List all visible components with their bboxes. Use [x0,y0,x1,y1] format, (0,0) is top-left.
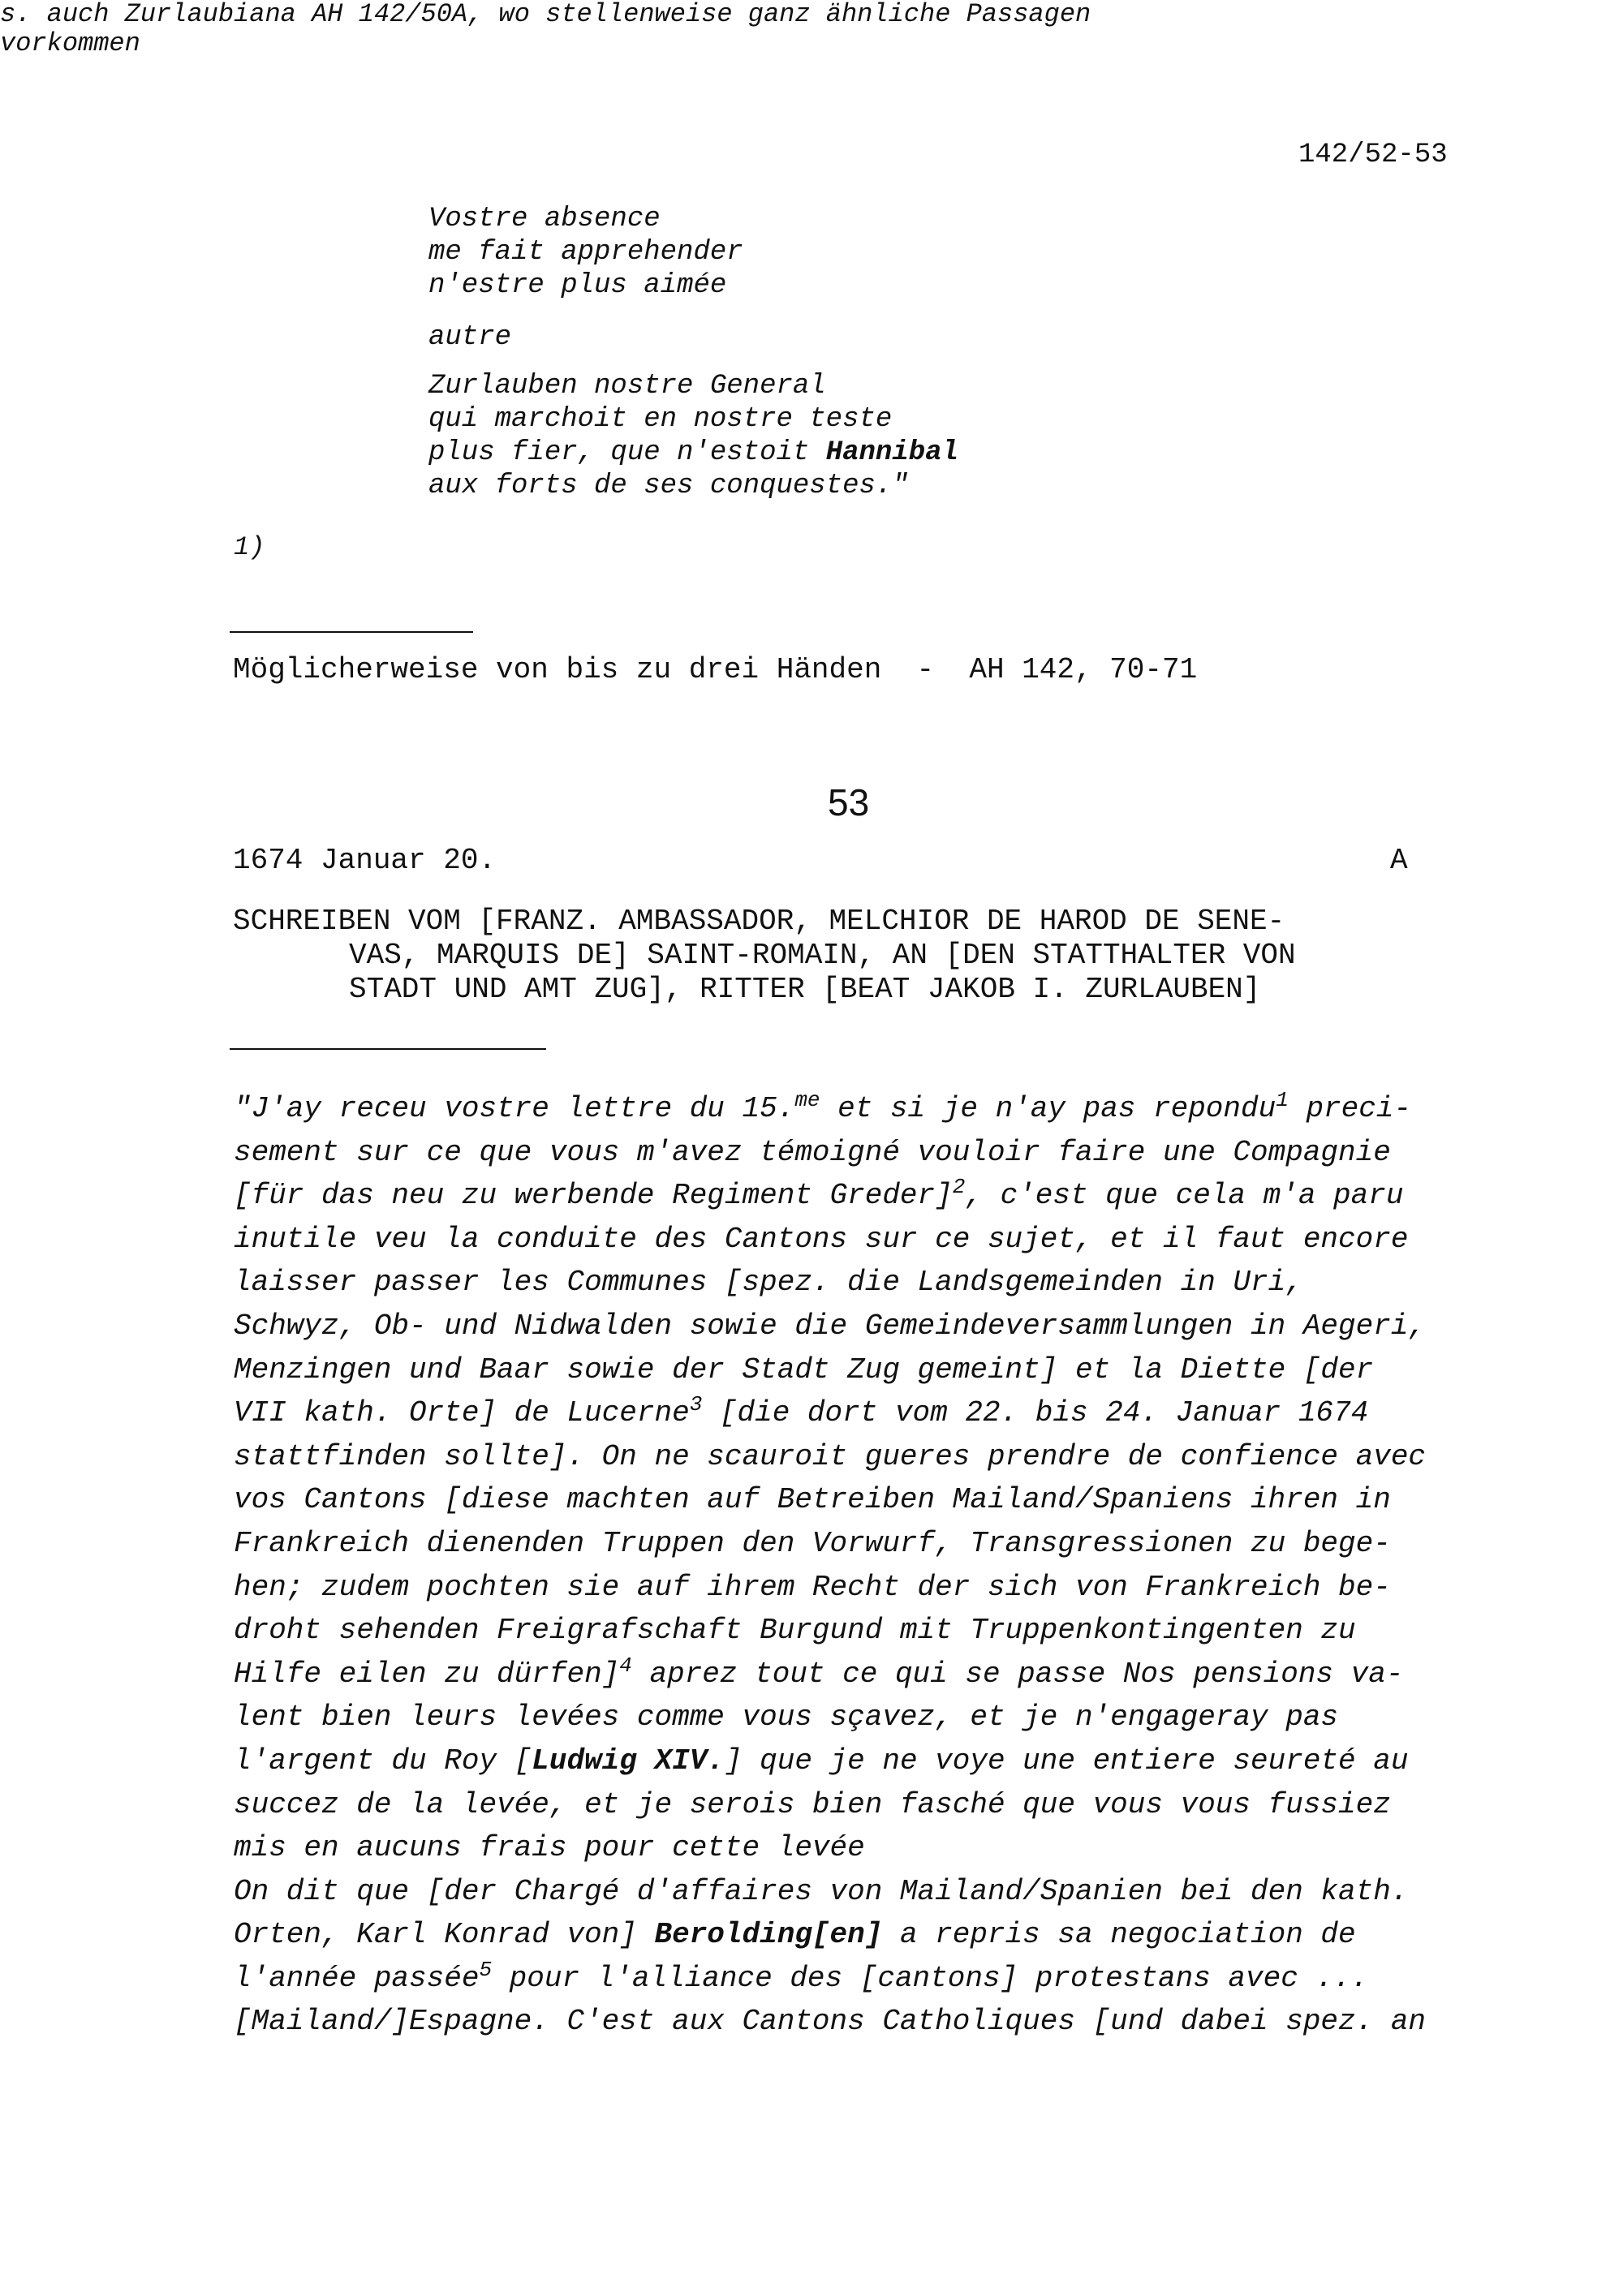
poem-line: Vostre absence [428,204,661,234]
letter-line: mis en aucuns frais pour cette levée [234,1831,865,1865]
poem-line: n'estre plus aimée [428,270,727,301]
footnote-ref: 4 [619,1653,632,1678]
letter-line: hen; zudem pochten sie auf ihrem Recht der sich von Frankreich be- [234,1570,1391,1604]
letter-text: a repris sa negociation de [882,1918,1356,1952]
letter-line [234,1739,1483,1783]
poem-line: Zurlauben nostre General [428,371,826,402]
letter-line: Menzingen und Baar sowie der Stadt Zug gemeint] et la Diette [der [234,1352,1374,1387]
document-heading-line: SCHREIBEN VOM [FRANZ. AMBASSADOR, MELCHIOR DE HAROD DE SENE- [233,905,1285,938]
footnote-line: vorkommen [0,28,140,58]
poem-stanza [428,203,743,303]
poem-stanza [428,370,958,503]
poem-name-bold: Hannibal [825,437,958,468]
page-number: 142/52-53 [1298,140,1448,170]
document-heading-line: VAS, MARQUIS DE] SAINT-ROMAIN, AN [DEN STATTHALTER VON [349,939,1296,972]
letter-body [234,1087,1483,2044]
letter-text: l'argent du Roy [ [234,1743,532,1778]
letter-text: Hilfe eilen zu dürfen] [234,1657,620,1691]
letter-line: Frankreich dienenden Truppen den Vorwurf, Transgressionen zu bege- [234,1526,1391,1560]
letter-name-bold: Berolding[en] [654,1918,883,1952]
letter-line: droht sehenden Freigrafschaft Burgund mit Truppenkontingenten zu [234,1614,1356,1648]
letter-text: VII kath. Orte] de Lucerne [234,1396,690,1430]
poem-line: aux forts de ses conquestes." [428,471,909,501]
letter-line [234,1957,1483,2001]
letter-line: lent bien leurs levées comme vous sçavez, et je n'engageray pas [234,1701,1339,1735]
letter-line [234,1174,1483,1218]
letter-text: preci- [1288,1092,1412,1125]
poem-text: plus fier, que n'estoit [428,437,826,468]
poem-label: autre [428,322,512,353]
letter-text: Orten, Karl Konrad von] [234,1918,655,1952]
letter-text: et si je n'ay pas repondu [820,1092,1276,1125]
superscript: me [794,1088,820,1112]
separator-rule [230,1048,546,1050]
footnote-text [0,0,1623,58]
letter-text: [die dort vom 22. bis 24. Januar 1674 [702,1396,1369,1430]
footnote-ref: 5 [479,1957,493,1982]
letter-text: l'année passée [234,1961,480,1995]
letter-text: , c'est que cela m'a paru [965,1179,1404,1213]
letter-line: vos Cantons [diese machten auf Betreiben Mailand/Spaniens ihren in [234,1483,1391,1517]
document-heading-line: STADT UND AMT ZUG], RITTER [BEAT JAKOB I. ZURLAUBEN] [349,973,1261,1006]
letter-line [234,1087,1483,1131]
letter-line: Schwyz, Ob- und Nidwalden sowie die Gemeindeversammlungen in Aegeri, [234,1309,1427,1343]
letter-line: inutile veu la conduite des Cantons sur ce sujet, et il faut encore [234,1222,1409,1256]
letter-text: [für das neu zu werbende Regiment Greder] [234,1179,953,1213]
document-number: 53 [828,781,870,823]
letter-line [234,1391,1483,1435]
letter-text: pour l'alliance des [cantons] protestans avec ... [492,1961,1369,1995]
document-type: A [1390,844,1408,877]
letter-text: ] que je ne voye une entiere seureté au [724,1743,1409,1778]
footnote-line: s. auch Zurlaubiana AH 142/50A, wo stellenweise ganz ähnliche Passagen [0,0,1091,29]
poem-line [428,436,958,470]
letter-text: "J'ay receu vostre lettre du 15. [234,1092,795,1125]
letter-line [234,1653,1483,1696]
letter-line: On dit que [der Chargé d'affaires von Mailand/Spanien bei den kath. [234,1874,1409,1908]
footnote-ref: 2 [952,1175,966,1200]
letter-name-bold: Ludwig XIV. [532,1743,725,1778]
letter-text: aprez tout ce qui se passe Nos pensions va- [631,1657,1404,1691]
letter-line: succez de la levée, et je serois bien fasché que vous vous fussiez [234,1787,1391,1821]
letter-line: sement sur ce que vous m'avez témoigné vouloir faire une Compagnie [234,1135,1391,1169]
separator-rule [230,631,473,633]
poem-line: me fait apprehender [428,237,743,268]
document-date: 1674 Januar 20. [233,844,497,877]
poem-line: qui marchoit en nostre teste [428,404,893,435]
footnote-number: 1) [234,532,265,562]
letter-line: stattfinden sollte]. On ne scauroit gueres prendre de confience avec [234,1439,1427,1473]
letter-line: [Mailand/]Espagne. C'est aux Cantons Catholiques [und dabei spez. an [234,2005,1427,2039]
letter-line [234,1913,1483,1957]
source-note: Möglicherweise von bis zu drei Händen - AH 142, 70-71 [233,653,1198,686]
letter-line: laisser passer les Communes [spez. die Landsgemeinden in Uri, [234,1266,1303,1300]
footnote-ref: 3 [689,1392,703,1417]
footnote-ref: 1 [1276,1088,1289,1112]
